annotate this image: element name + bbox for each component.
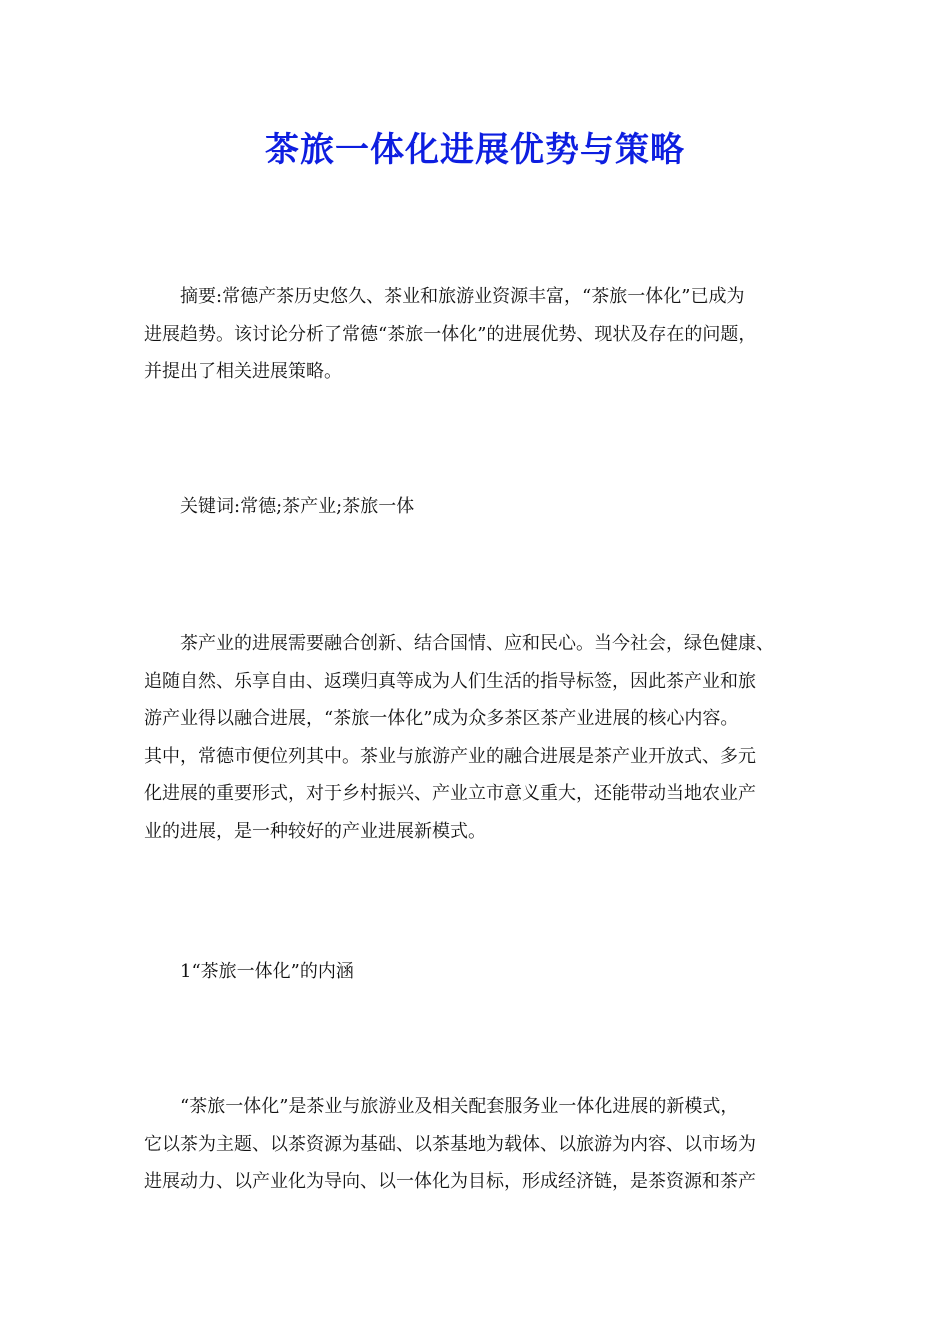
intro-line: 追随自然、乐享自由、返璞归真等成为人们生活的指导标签，因此茶产业和旅 [144,670,756,692]
section-heading [144,953,834,991]
section-paragraph [144,1088,834,1201]
section-line: “茶旅一体化”是茶业与旅游业及相关配套服务业一体化进展的新模式， [180,1096,739,1117]
section-heading-text: 1“茶旅一体化”的内涵 [180,961,354,982]
intro-line: 化进展的重要形式，对于乡村振兴、产业立市意义重大，还能带动当地农业产 [144,783,756,804]
document-title: 茶旅一体化进展优势与策略 [265,130,685,170]
section-line: 它以茶为主题、以茶资源为基础、以茶基地为载体、以旅游为内容、以市场为 [144,1133,756,1155]
abstract-line: 并提出了相关进展策略。 [144,361,342,382]
intro-line: 游产业得以融合进展，“茶旅一体化”成为众多茶区茶产业进展的核心内容。 [144,708,739,729]
section-line: 进展动力、以产业化为导向、以一体化为目标，形成经济链，是茶资源和茶产 [144,1171,756,1192]
intro-line: 业的进展，是一种较好的产业进展新模式。 [144,820,486,842]
keywords-line: 关键词:常德;茶产业;茶旅一体 [180,496,415,517]
intro-paragraph [144,625,834,850]
intro-line: 其中，常德市便位列其中。茶业与旅游产业的融合进展是茶产业开放式、多元 [144,745,756,767]
abstract-paragraph [144,278,834,391]
abstract-line: 进展趋势。该讨论分析了常德“茶旅一体化”的进展优势、现状及存在的问题， [144,323,757,345]
intro-line: 茶产业的进展需要融合创新、结合国情、应和民心。当今社会，绿色健康、 [180,633,774,654]
keywords-paragraph [144,488,834,526]
abstract-line: 摘要:常德产茶历史悠久、茶业和旅游业资源丰富，“茶旅一体化”已成为 [180,286,745,307]
